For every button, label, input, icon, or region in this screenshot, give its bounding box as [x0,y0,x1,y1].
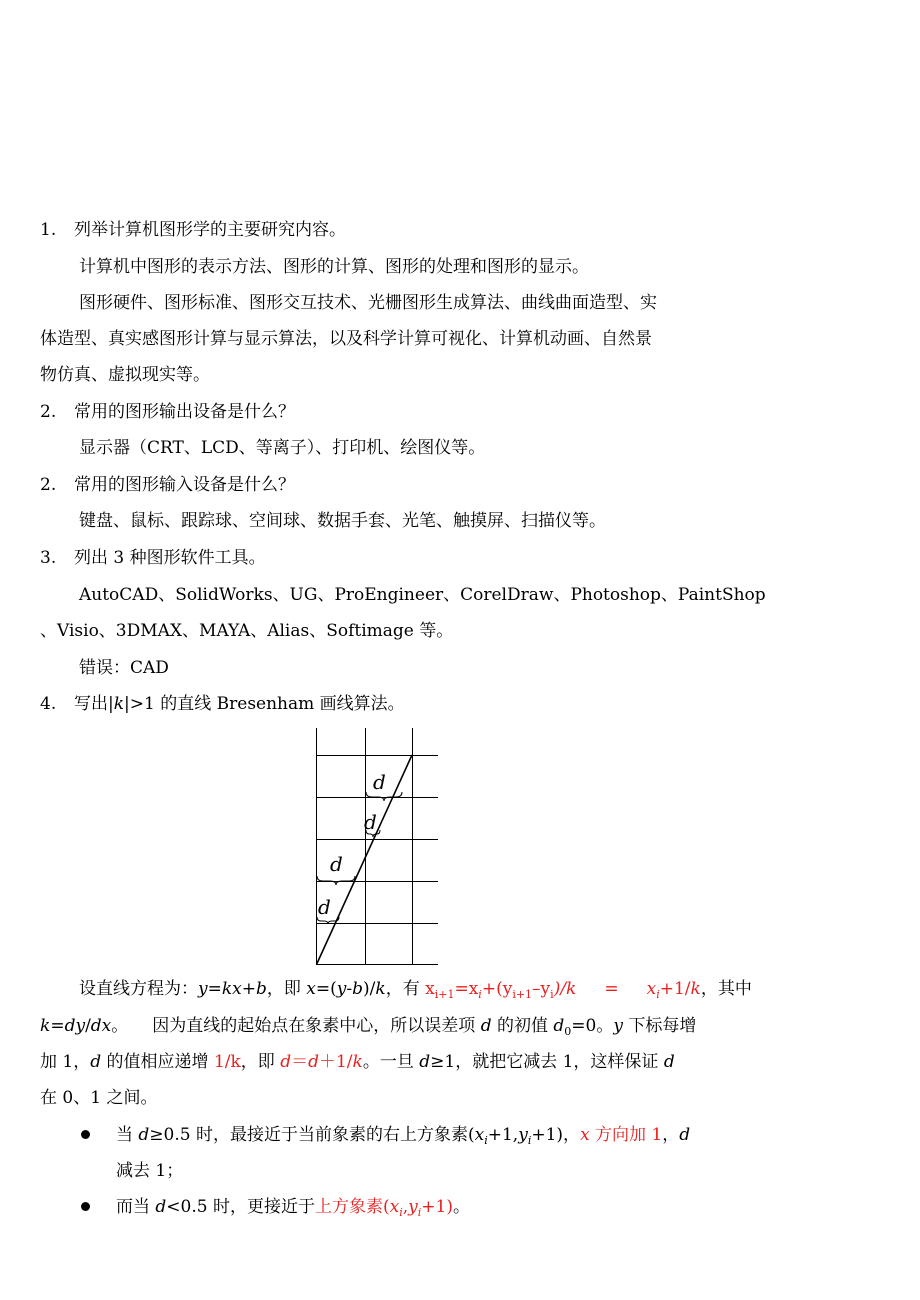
error-label-2: d [364,810,377,834]
q3-answer-line-1: AutoCAD、SolidWorks、UG、ProEngineer、CorelDraw、Photoshop、PaintShop [79,585,766,605]
recurrence-formula: $x_{i+1}=x_i+(y_{i+1}-y_i)/k = x_i+1/k$ [425,979,701,1001]
q4-number: 4. [40,694,57,714]
q1-title: 列举计算机图形学的主要研究内容。 [74,220,346,240]
q4-title: 写出|k|>1 的直线 Bresenham 画线算法。 [74,694,405,714]
bullet-1-line-1: 当 d≥0.5 时，最接近于当前象素的右上方象素$(x_i+1,y_i+1)$，x 方向加 1，d [116,1125,691,1147]
q3-answer-line-2: 、Visio、3DMAX、MAYA、Alias、Softimage 等。 [40,621,454,641]
q3-error-note: 错误：CAD [79,658,169,678]
bullet-2: 而当 d<0.5 时，更接近于上方象素$(x_i,y_i+1)$。 [116,1197,470,1219]
bullet-dot [81,1202,90,1211]
q2-title: 常用的图形输出设备是什么？ [74,402,295,422]
q4-line-3: 加 1，d 的值相应递增 1/k，即 d＝d＋1/k。一旦 d≥1，就把它减去 1，这样保证 d [40,1052,675,1072]
bullet-dot [81,1130,90,1139]
bullet-1-line-2: 减去 1； [116,1161,184,1181]
q2-number: 2. [40,402,57,422]
q3-number: 3. [40,548,57,568]
error-brace-3 [317,876,355,885]
bresenham-grid-figure [300,725,450,970]
q1-answer-2-line-2: 体造型、真实感图形计算与显示算法，以及科学计算可视化、计算机动画、自然景 [40,329,652,349]
error-label-4: d [318,895,331,919]
q3-title: 列出 3 种图形软件工具。 [74,548,266,568]
q4-line-4: 在 0、1 之间。 [40,1088,158,1108]
q4-equation-line: 设直线方程为：y=kx+b，即 x=(y-b)/k，有 $x_{i+1}=x_i+(y_{i+1}-y_i)/k = x_i+1/k$，其中 [79,979,752,1001]
q1-answer-2-line-3: 物仿真、虚拟现实等。 [40,365,210,385]
q2b-title: 常用的图形输入设备是什么？ [74,475,295,495]
q2-answer: 显示器（CRT、LCD、等离子）、打印机、绘图仪等。 [79,438,486,458]
q4-line-2: k=dy/dx。 因为直线的起始点在象素中心，所以误差项 d 的初值 $d_0=0$。y 下标每增 [40,1016,697,1038]
error-label-3: d [330,852,343,876]
increment-formula: d＝d＋1/k [280,1052,363,1072]
q1-number: 1. [40,220,57,240]
q1-answer-2-line-1: 图形硬件、图形标准、图形交互技术、光栅图形生成算法、曲线曲面造型、实 [79,293,657,313]
q1-answer-1: 计算机中图形的表示方法、图形的计算、图形的处理和图形的显示。 [79,257,589,277]
q2b-number: 2. [40,475,57,495]
q2b-answer: 键盘、鼠标、跟踪球、空间球、数据手套、光笔、触摸屏、扫描仪等。 [79,511,606,531]
error-label-1: d [373,770,386,794]
